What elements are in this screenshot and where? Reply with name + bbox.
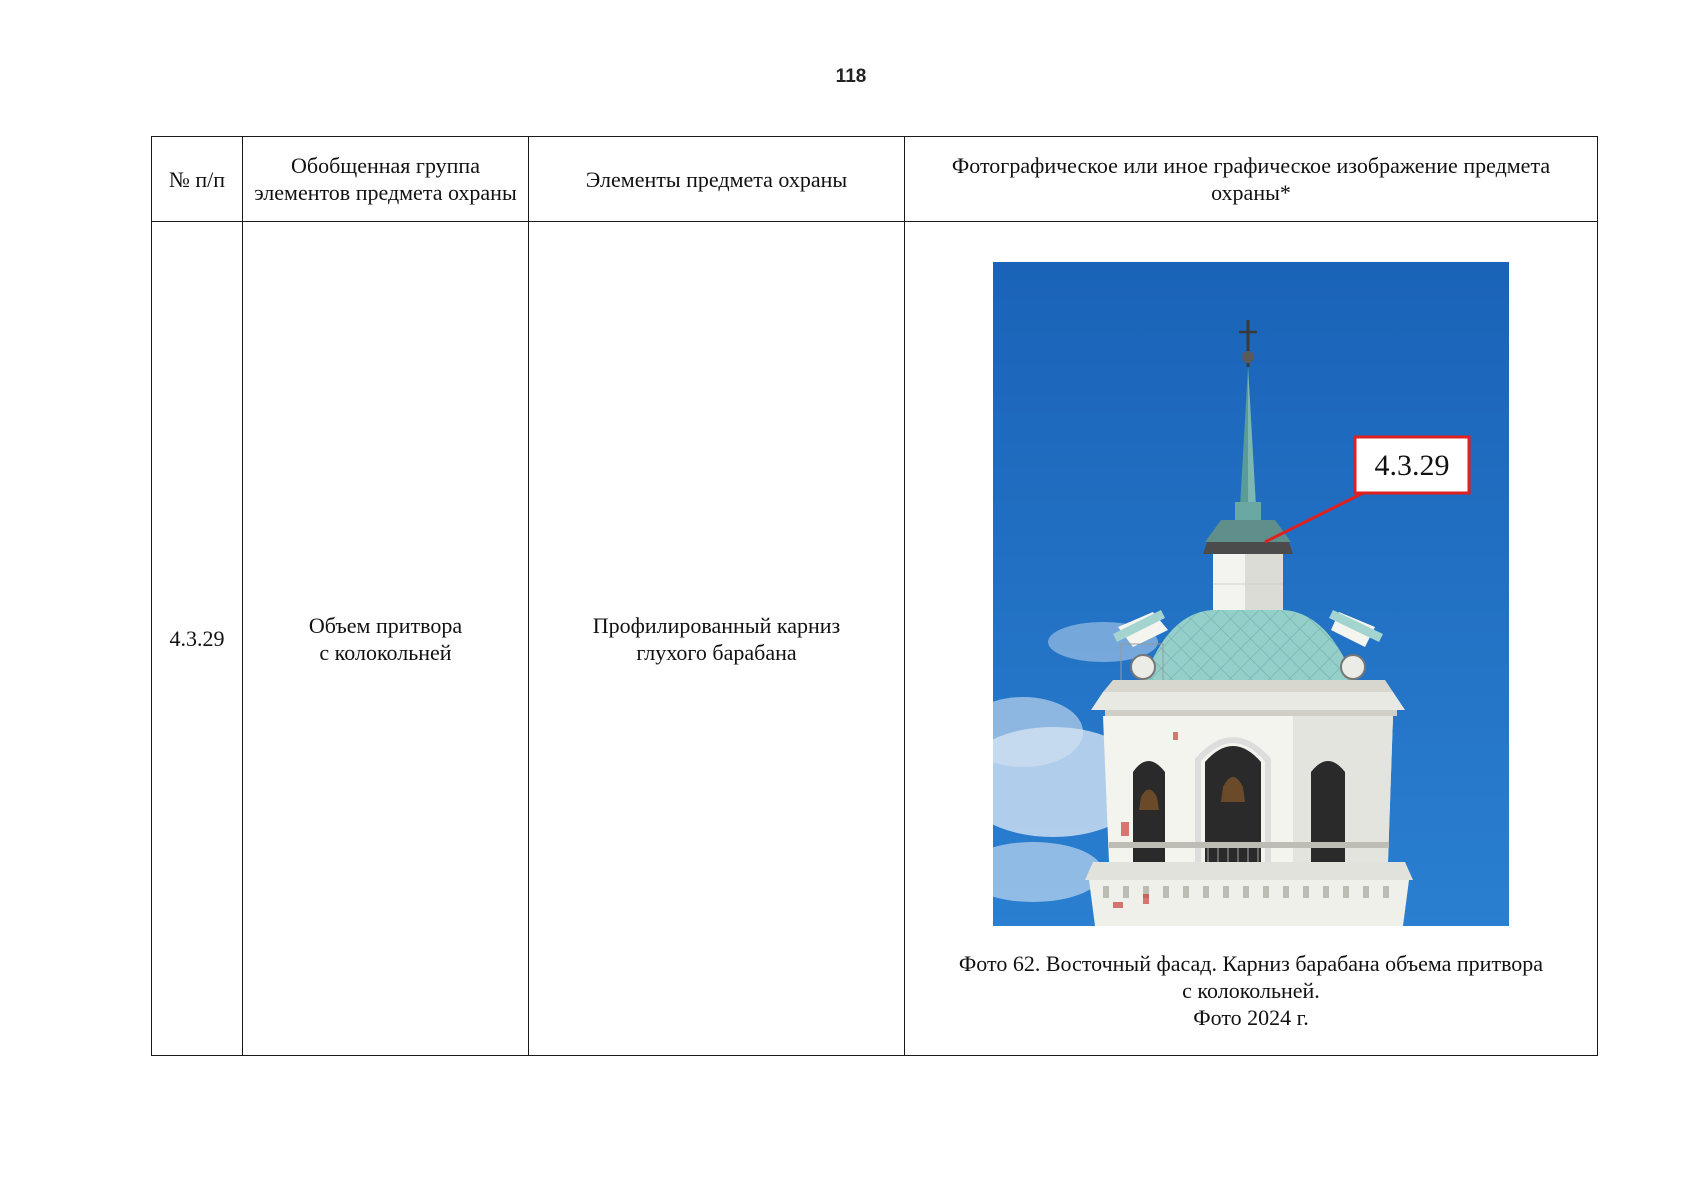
annotation-label: 4.3.29 bbox=[1374, 449, 1450, 482]
page-number: 118 bbox=[835, 66, 867, 87]
header-elements: Элементы предмета охраны bbox=[529, 137, 905, 222]
table-header-row bbox=[152, 137, 1598, 222]
row-number: 4.3.29 bbox=[152, 222, 243, 1056]
row-photo-cell bbox=[905, 222, 1598, 1056]
table-row bbox=[152, 222, 1598, 1056]
caption-line2: с колокольней. bbox=[1182, 978, 1320, 1003]
row-group-line1: Объем притвора bbox=[308, 612, 463, 638]
row-elements bbox=[529, 222, 905, 1056]
row-elements-line1: Профилированный карниз bbox=[592, 612, 841, 638]
bell-tower-photo-image bbox=[993, 262, 1509, 926]
photo-caption bbox=[905, 950, 1597, 1031]
header-group: Обобщенная группа элементов предмета охраны bbox=[243, 137, 529, 222]
protection-table bbox=[151, 136, 1598, 1056]
bell-tier-cornice bbox=[1091, 692, 1405, 710]
header-number: № п/п bbox=[152, 137, 243, 222]
row-group-line2: с колокольней bbox=[319, 639, 452, 665]
caption-line3: Фото 2024 г. bbox=[1193, 1005, 1309, 1030]
header-image: Фотографическое или иное графическое изображение предмета охраны* bbox=[905, 137, 1598, 222]
bell-tower-photo bbox=[993, 262, 1509, 926]
caption-line1: Фото 62. Восточный фасад. Карниз барабана объема притвора bbox=[958, 951, 1544, 976]
row-group bbox=[243, 222, 529, 1056]
row-elements-line2: глухого барабана bbox=[636, 639, 797, 665]
